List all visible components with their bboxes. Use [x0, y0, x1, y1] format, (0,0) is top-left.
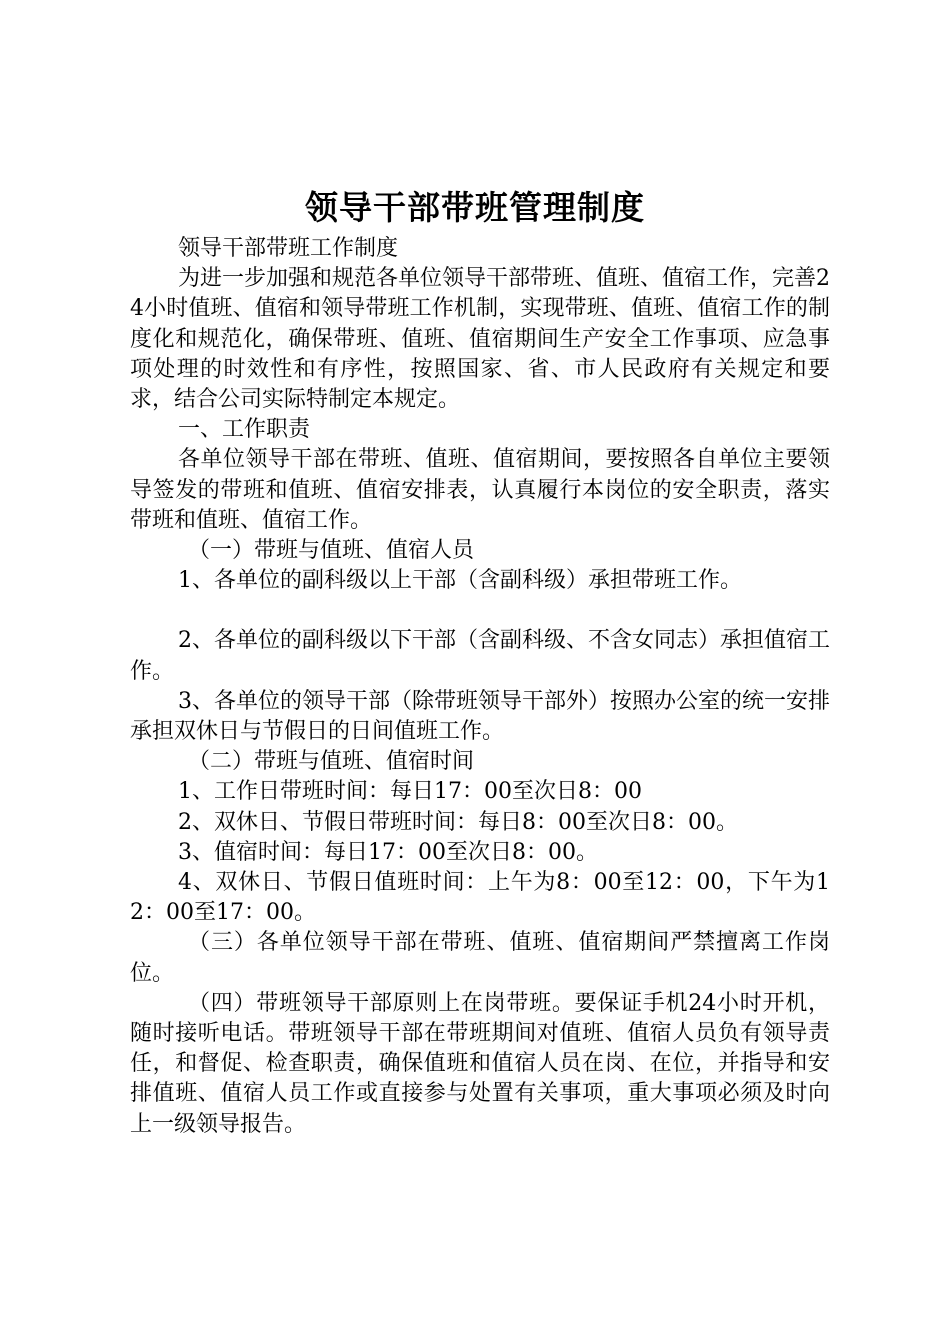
list-item-personnel-1: 1、各单位的副科级以上干部（含副科级）承担带班工作。 — [178, 568, 742, 594]
subsection-heading-personnel: （一）带班与值班、值宿人员 — [188, 538, 475, 564]
paragraph-intro: 为进一步加强和规范各单位领导干部带班、值班、值宿工作，完善24小时值班、值宿和领导带班工作机制，实现带班、值班、值宿工作的制度化和规范化，确保带班、值班、值宿期间生产安全工作事项、应急事项处理的时效性和有序性，按照国家、省、市人民政府有关规定和要求，结合公司实际特制定本规定。 — [130, 266, 830, 413]
paragraph-duties: 各单位领导干部在带班、值班、值宿期间，要按照各自单位主要领导签发的带班和值班、值宿安排表，认真履行本岗位的安全职责，落实带班和值班、值宿工作。 — [130, 447, 830, 533]
list-item-time-3: 3、值宿时间：每日17：00至次日8：00。 — [178, 839, 598, 865]
document-body — [130, 234, 830, 1140]
list-item-time-1: 1、工作日带班时间：每日17：00至次日8：00 — [178, 779, 642, 805]
section-heading-duties: 一、工作职责 — [178, 417, 311, 443]
subsection-paragraph-4: （四）带班领导干部原则上在岗带班。要保证手机24小时开机，随时接听电话。带班领导干部在带班期间对值班、值宿人员负有领导责任，和督促、检查职责，确保值班和值宿人员在岗、在位，并指导和安排值班、值宿人员工作或直接参与处置有关事项，重大事项必须及时向上一级领导报告。 — [130, 990, 830, 1137]
list-item-time-4: 4、双休日、节假日值班时间：上午为8：00至12：00，下午为12：00至17：00。 — [130, 870, 830, 926]
document-title: 领导干部带班管理制度 — [305, 188, 645, 227]
paragraph-subtitle: 领导干部带班工作制度 — [178, 236, 399, 261]
subsection-paragraph-3: （三）各单位领导干部在带班、值班、值宿期间严禁擅离工作岗位。 — [130, 930, 830, 986]
list-item-personnel-3: 3、各单位的领导干部（除带班领导干部外）按照办公室的统一安排承担双休日与节假日的日间值班工作。 — [130, 688, 830, 745]
list-item-personnel-2: 2、各单位的副科级以下干部（含副科级、不含女同志）承担值宿工作。 — [130, 628, 830, 684]
list-item-time-2: 2、双休日、节假日带班时间：每日8：00至次日8：00。 — [178, 809, 738, 835]
subsection-heading-time: （二）带班与值班、值宿时间 — [188, 749, 475, 775]
